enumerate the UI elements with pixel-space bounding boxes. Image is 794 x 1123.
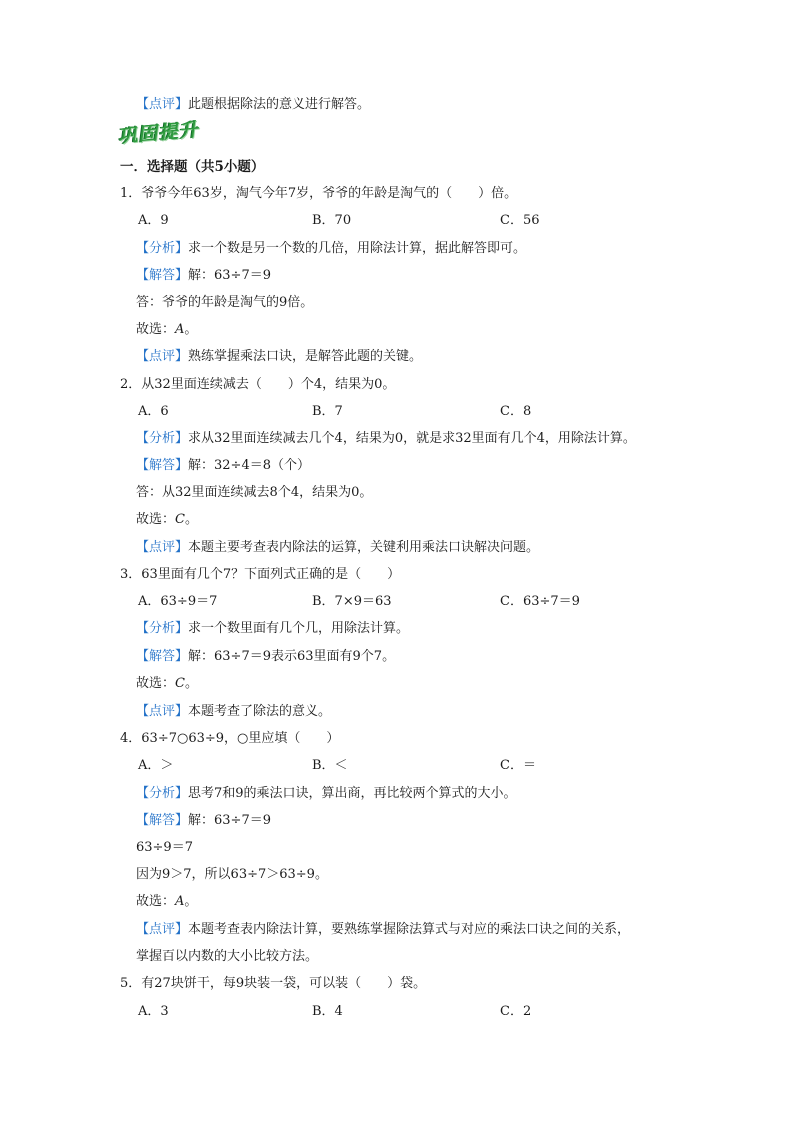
answer-tag: 【解答】 xyxy=(136,268,189,283)
q4-answer xyxy=(136,812,271,830)
consolidation-banner: 巩固提升 xyxy=(117,118,202,148)
q3-option-a: A．63÷9＝7 xyxy=(138,594,218,609)
q1-option-a: A．9 xyxy=(138,213,169,228)
comment-text: 此题根据除法的意义进行解答。 xyxy=(188,97,371,112)
choice-letter: C xyxy=(175,512,185,527)
choice-prefix: 故选： xyxy=(136,894,176,909)
comment-tag: 【点评】 xyxy=(136,922,189,937)
q3-choice xyxy=(136,675,198,693)
choice-letter: C xyxy=(175,676,185,691)
q5-option-b: B．4 xyxy=(312,1004,343,1019)
q4-option-b: B．＜ xyxy=(312,758,348,773)
question-2-stem: 2．从32里面连续减去（ ）个4，结果为0。 xyxy=(120,377,396,392)
analysis-text: 求从32里面连续减去几个4，结果为0，就是求32里面有几个4，用除法计算。 xyxy=(188,431,636,446)
q3-comment xyxy=(136,703,331,721)
analysis-tag: 【分析】 xyxy=(136,431,189,446)
analysis-text: 求一个数里面有几个几，用除法计算。 xyxy=(188,621,410,636)
comment-tag: 【点评】 xyxy=(136,704,189,719)
choice-letter: A xyxy=(175,322,185,337)
analysis-tag: 【分析】 xyxy=(136,786,189,801)
q2-analysis xyxy=(136,430,636,448)
comment-tag: 【点评】 xyxy=(136,540,189,555)
q4-comment-continued: 掌握百以内数的大小比较方法。 xyxy=(136,949,319,964)
choice-suffix: 。 xyxy=(184,512,198,527)
q2-option-b: B．7 xyxy=(312,404,343,419)
answer-tag: 【解答】 xyxy=(136,813,189,828)
answer-tag: 【解答】 xyxy=(136,649,189,664)
q1-choice xyxy=(136,321,197,339)
analysis-text: 求一个数是另一个数的几倍，用除法计算，据此解答即可。 xyxy=(188,241,527,256)
q4-choice xyxy=(136,893,197,911)
analysis-tag: 【分析】 xyxy=(136,621,189,636)
answer-text: 解：63÷7＝9 xyxy=(188,268,271,283)
q2-comment xyxy=(136,539,539,557)
q4-analysis xyxy=(136,785,517,803)
analysis-tag: 【分析】 xyxy=(136,241,189,256)
analysis-text: 思考7和9的乘法口诀，算出商，再比较两个算式的大小。 xyxy=(188,786,517,801)
q2-choice xyxy=(136,511,198,529)
comment-text: 本题主要考查表内除法的运算，关键利用乘法口诀解决问题。 xyxy=(188,540,540,555)
question-1-stem: 1．爷爷今年63岁，淘气今年7岁，爷爷的年龄是淘气的（ ）倍。 xyxy=(120,186,518,201)
q1-comment xyxy=(136,348,422,366)
choice-prefix: 故选： xyxy=(136,676,176,691)
q2-reply: 答：从32里面连续减去8个4，结果为0。 xyxy=(136,485,373,500)
choice-suffix: 。 xyxy=(184,894,198,909)
q1-reply: 答：爷爷的年龄是淘气的9倍。 xyxy=(136,295,314,310)
question-3-stem: 3．63里面有几个7？下面列式正确的是（ ） xyxy=(120,567,401,582)
q3-answer xyxy=(136,648,395,666)
q4-reason: 因为9＞7，所以63÷7＞63÷9。 xyxy=(136,867,328,882)
q4-comment xyxy=(136,921,630,939)
comment-text: 熟练掌握乘法口诀，是解答此题的关键。 xyxy=(188,349,423,364)
q1-option-b: B．70 xyxy=(312,213,352,228)
question-5-stem: 5．有27块饼干，每9块装一袋，可以装（ ）袋。 xyxy=(120,976,427,991)
q4-step: 63÷9＝7 xyxy=(136,840,193,855)
choice-suffix: 。 xyxy=(184,676,198,691)
section-title: 一．选择题（共5小题） xyxy=(120,159,265,175)
q5-option-c: C．2 xyxy=(500,1004,532,1019)
comment-text: 本题考查了除法的意义。 xyxy=(188,704,332,719)
question-4-stem: 4．63÷7○63÷9，○里应填（ ） xyxy=(120,731,340,746)
q2-answer xyxy=(136,457,310,475)
q3-option-c: C．63÷7＝9 xyxy=(500,594,580,609)
q3-option-b: B．7×9＝63 xyxy=(312,594,392,609)
choice-suffix: 。 xyxy=(184,322,198,337)
comment-tag: 【点评】 xyxy=(136,349,189,364)
answer-text: 解：32÷4＝8（个） xyxy=(188,458,310,473)
comment-tag: 【点评】 xyxy=(136,97,189,112)
q4-option-c: C．＝ xyxy=(500,758,536,773)
q1-answer xyxy=(136,267,271,285)
answer-tag: 【解答】 xyxy=(136,458,189,473)
answer-text: 解：63÷7＝9表示63里面有9个7。 xyxy=(188,649,396,664)
q2-option-a: A．6 xyxy=(138,404,169,419)
q2-option-c: C．8 xyxy=(500,404,532,419)
q5-option-a: A．3 xyxy=(138,1004,169,1019)
choice-letter: A xyxy=(175,894,185,909)
comment-text: 本题考查表内除法计算，要熟练掌握除法算式与对应的乘法口诀之间的关系， xyxy=(188,922,631,937)
q3-analysis xyxy=(136,620,409,638)
q1-analysis xyxy=(136,240,526,258)
choice-prefix: 故选： xyxy=(136,512,176,527)
answer-text: 解：63÷7＝9 xyxy=(188,813,271,828)
q4-option-a: A．＞ xyxy=(138,758,174,773)
q1-option-c: C．56 xyxy=(500,213,540,228)
intro-comment xyxy=(136,96,370,114)
choice-prefix: 故选： xyxy=(136,322,176,337)
